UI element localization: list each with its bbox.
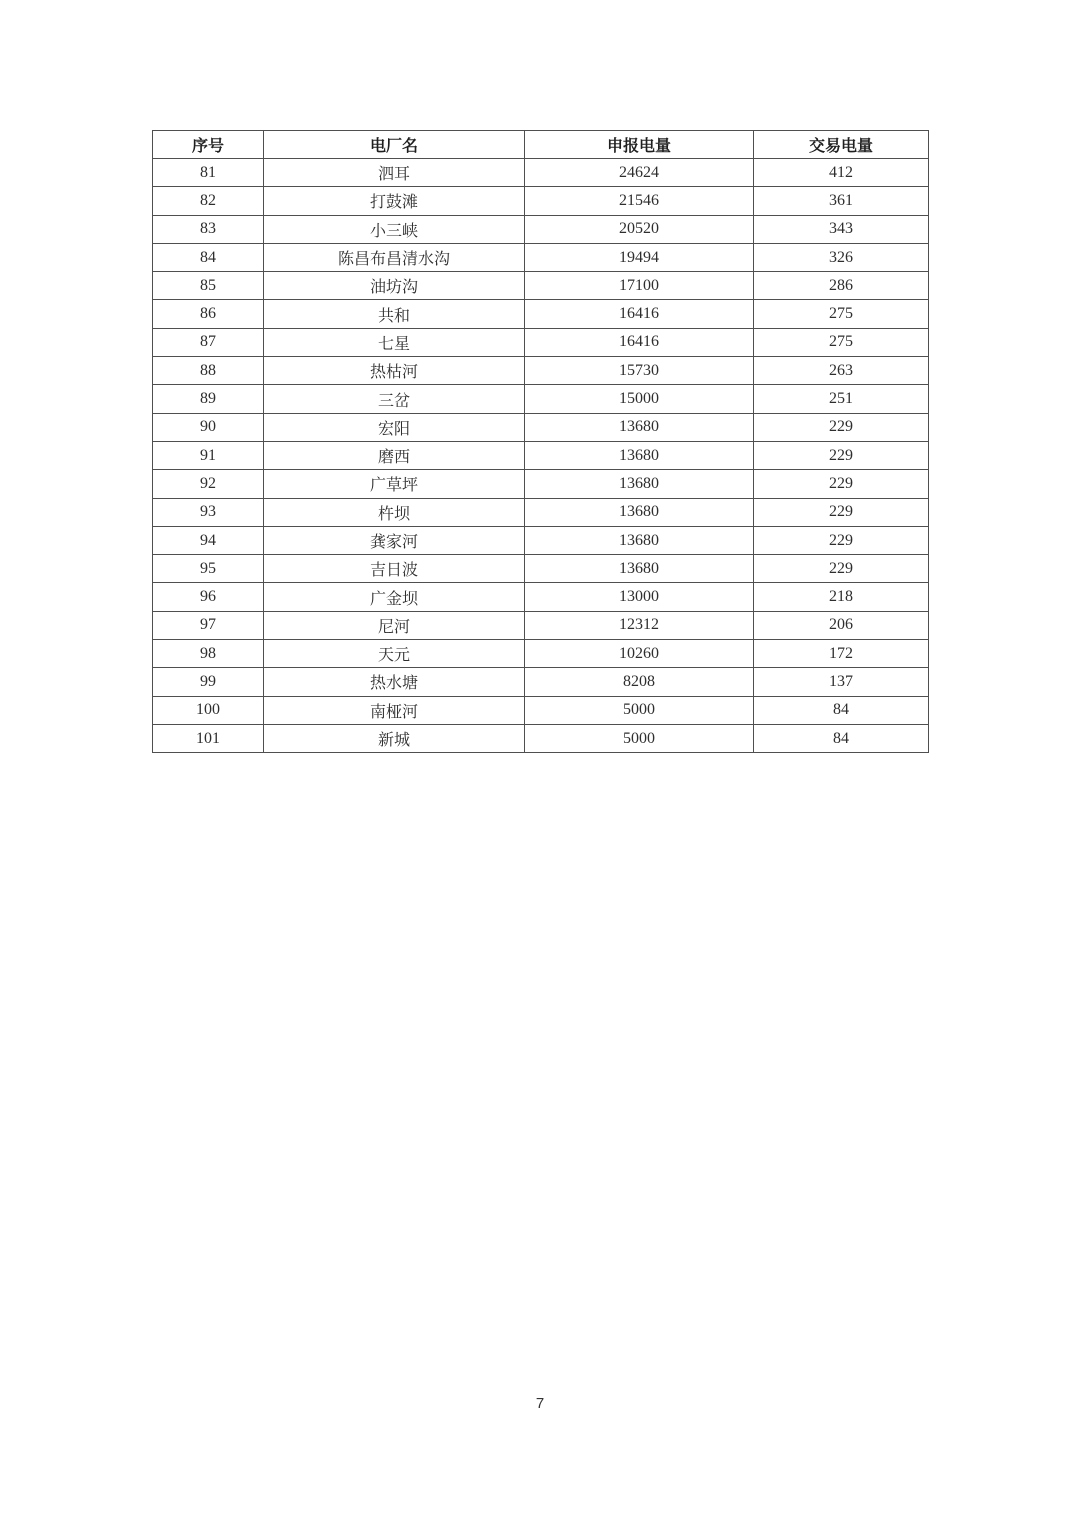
cell-serial-number: 88 [153, 357, 264, 385]
cell-traded-volume: 229 [754, 498, 929, 526]
cell-traded-volume: 275 [754, 328, 929, 356]
cell-plant-name: 热水塘 [264, 668, 525, 696]
cell-plant-name: 小三峡 [264, 215, 525, 243]
table-row [153, 611, 929, 639]
table-row [153, 385, 929, 413]
cell-declared-volume: 13680 [525, 470, 754, 498]
cell-traded-volume: 361 [754, 187, 929, 215]
cell-plant-name: 广金坝 [264, 583, 525, 611]
cell-traded-volume: 229 [754, 470, 929, 498]
cell-declared-volume: 5000 [525, 724, 754, 752]
cell-plant-name: 七星 [264, 328, 525, 356]
cell-traded-volume: 137 [754, 668, 929, 696]
cell-declared-volume: 5000 [525, 696, 754, 724]
cell-declared-volume: 15000 [525, 385, 754, 413]
page-number: 7 [535, 1395, 545, 1412]
cell-serial-number: 87 [153, 328, 264, 356]
cell-declared-volume: 13680 [525, 555, 754, 583]
cell-traded-volume: 286 [754, 272, 929, 300]
cell-serial-number: 101 [153, 724, 264, 752]
table-row [153, 724, 929, 752]
cell-traded-volume: 412 [754, 159, 929, 187]
cell-plant-name: 吉日波 [264, 555, 525, 583]
table-row [153, 243, 929, 271]
cell-traded-volume: 251 [754, 385, 929, 413]
table-row [153, 215, 929, 243]
cell-plant-name: 打鼓滩 [264, 187, 525, 215]
table-row [153, 159, 929, 187]
cell-serial-number: 99 [153, 668, 264, 696]
cell-serial-number: 90 [153, 413, 264, 441]
cell-plant-name: 新城 [264, 724, 525, 752]
table-row [153, 640, 929, 668]
cell-declared-volume: 16416 [525, 328, 754, 356]
table-row [153, 272, 929, 300]
cell-serial-number: 98 [153, 640, 264, 668]
cell-declared-volume: 16416 [525, 300, 754, 328]
cell-declared-volume: 19494 [525, 243, 754, 271]
table-row [153, 555, 929, 583]
cell-declared-volume: 13680 [525, 526, 754, 554]
table-row [153, 470, 929, 498]
cell-declared-volume: 12312 [525, 611, 754, 639]
cell-serial-number: 81 [153, 159, 264, 187]
power-plant-table [152, 130, 929, 753]
cell-plant-name: 共和 [264, 300, 525, 328]
cell-serial-number: 85 [153, 272, 264, 300]
cell-declared-volume: 17100 [525, 272, 754, 300]
cell-plant-name: 油坊沟 [264, 272, 525, 300]
cell-plant-name: 天元 [264, 640, 525, 668]
cell-traded-volume: 326 [754, 243, 929, 271]
cell-serial-number: 89 [153, 385, 264, 413]
cell-serial-number: 93 [153, 498, 264, 526]
cell-plant-name: 南桠河 [264, 696, 525, 724]
cell-serial-number: 84 [153, 243, 264, 271]
cell-traded-volume: 84 [754, 696, 929, 724]
cell-traded-volume: 263 [754, 357, 929, 385]
header-serial-number: 序号 [153, 131, 264, 159]
cell-declared-volume: 13680 [525, 441, 754, 469]
cell-declared-volume: 24624 [525, 159, 754, 187]
cell-traded-volume: 172 [754, 640, 929, 668]
cell-serial-number: 82 [153, 187, 264, 215]
cell-plant-name: 三岔 [264, 385, 525, 413]
cell-declared-volume: 21546 [525, 187, 754, 215]
header-plant-name: 电厂名 [264, 131, 525, 159]
cell-traded-volume: 229 [754, 413, 929, 441]
table-header-row [153, 131, 929, 159]
cell-declared-volume: 13000 [525, 583, 754, 611]
cell-serial-number: 83 [153, 215, 264, 243]
cell-declared-volume: 20520 [525, 215, 754, 243]
table-row [153, 357, 929, 385]
cell-plant-name: 尼河 [264, 611, 525, 639]
cell-declared-volume: 15730 [525, 357, 754, 385]
cell-traded-volume: 275 [754, 300, 929, 328]
cell-serial-number: 97 [153, 611, 264, 639]
cell-plant-name: 泗耳 [264, 159, 525, 187]
cell-serial-number: 92 [153, 470, 264, 498]
cell-declared-volume: 13680 [525, 498, 754, 526]
table-row [153, 583, 929, 611]
cell-serial-number: 100 [153, 696, 264, 724]
cell-plant-name: 热枯河 [264, 357, 525, 385]
cell-declared-volume: 13680 [525, 413, 754, 441]
cell-plant-name: 磨西 [264, 441, 525, 469]
table-row [153, 696, 929, 724]
cell-traded-volume: 229 [754, 526, 929, 554]
cell-plant-name: 陈昌布昌清水沟 [264, 243, 525, 271]
cell-serial-number: 91 [153, 441, 264, 469]
cell-traded-volume: 343 [754, 215, 929, 243]
cell-plant-name: 广草坪 [264, 470, 525, 498]
cell-traded-volume: 229 [754, 441, 929, 469]
cell-traded-volume: 218 [754, 583, 929, 611]
cell-declared-volume: 10260 [525, 640, 754, 668]
cell-serial-number: 95 [153, 555, 264, 583]
table-row [153, 441, 929, 469]
table-row [153, 300, 929, 328]
table-row [153, 187, 929, 215]
table-row [153, 328, 929, 356]
cell-traded-volume: 206 [754, 611, 929, 639]
header-traded-volume: 交易电量 [754, 131, 929, 159]
cell-plant-name: 龚家河 [264, 526, 525, 554]
cell-traded-volume: 84 [754, 724, 929, 752]
cell-plant-name: 宏阳 [264, 413, 525, 441]
cell-serial-number: 94 [153, 526, 264, 554]
table-row [153, 498, 929, 526]
cell-declared-volume: 8208 [525, 668, 754, 696]
cell-traded-volume: 229 [754, 555, 929, 583]
table-row [153, 413, 929, 441]
cell-serial-number: 96 [153, 583, 264, 611]
table-row [153, 668, 929, 696]
header-declared-volume: 申报电量 [525, 131, 754, 159]
cell-serial-number: 86 [153, 300, 264, 328]
table-row [153, 526, 929, 554]
cell-plant-name: 杵坝 [264, 498, 525, 526]
